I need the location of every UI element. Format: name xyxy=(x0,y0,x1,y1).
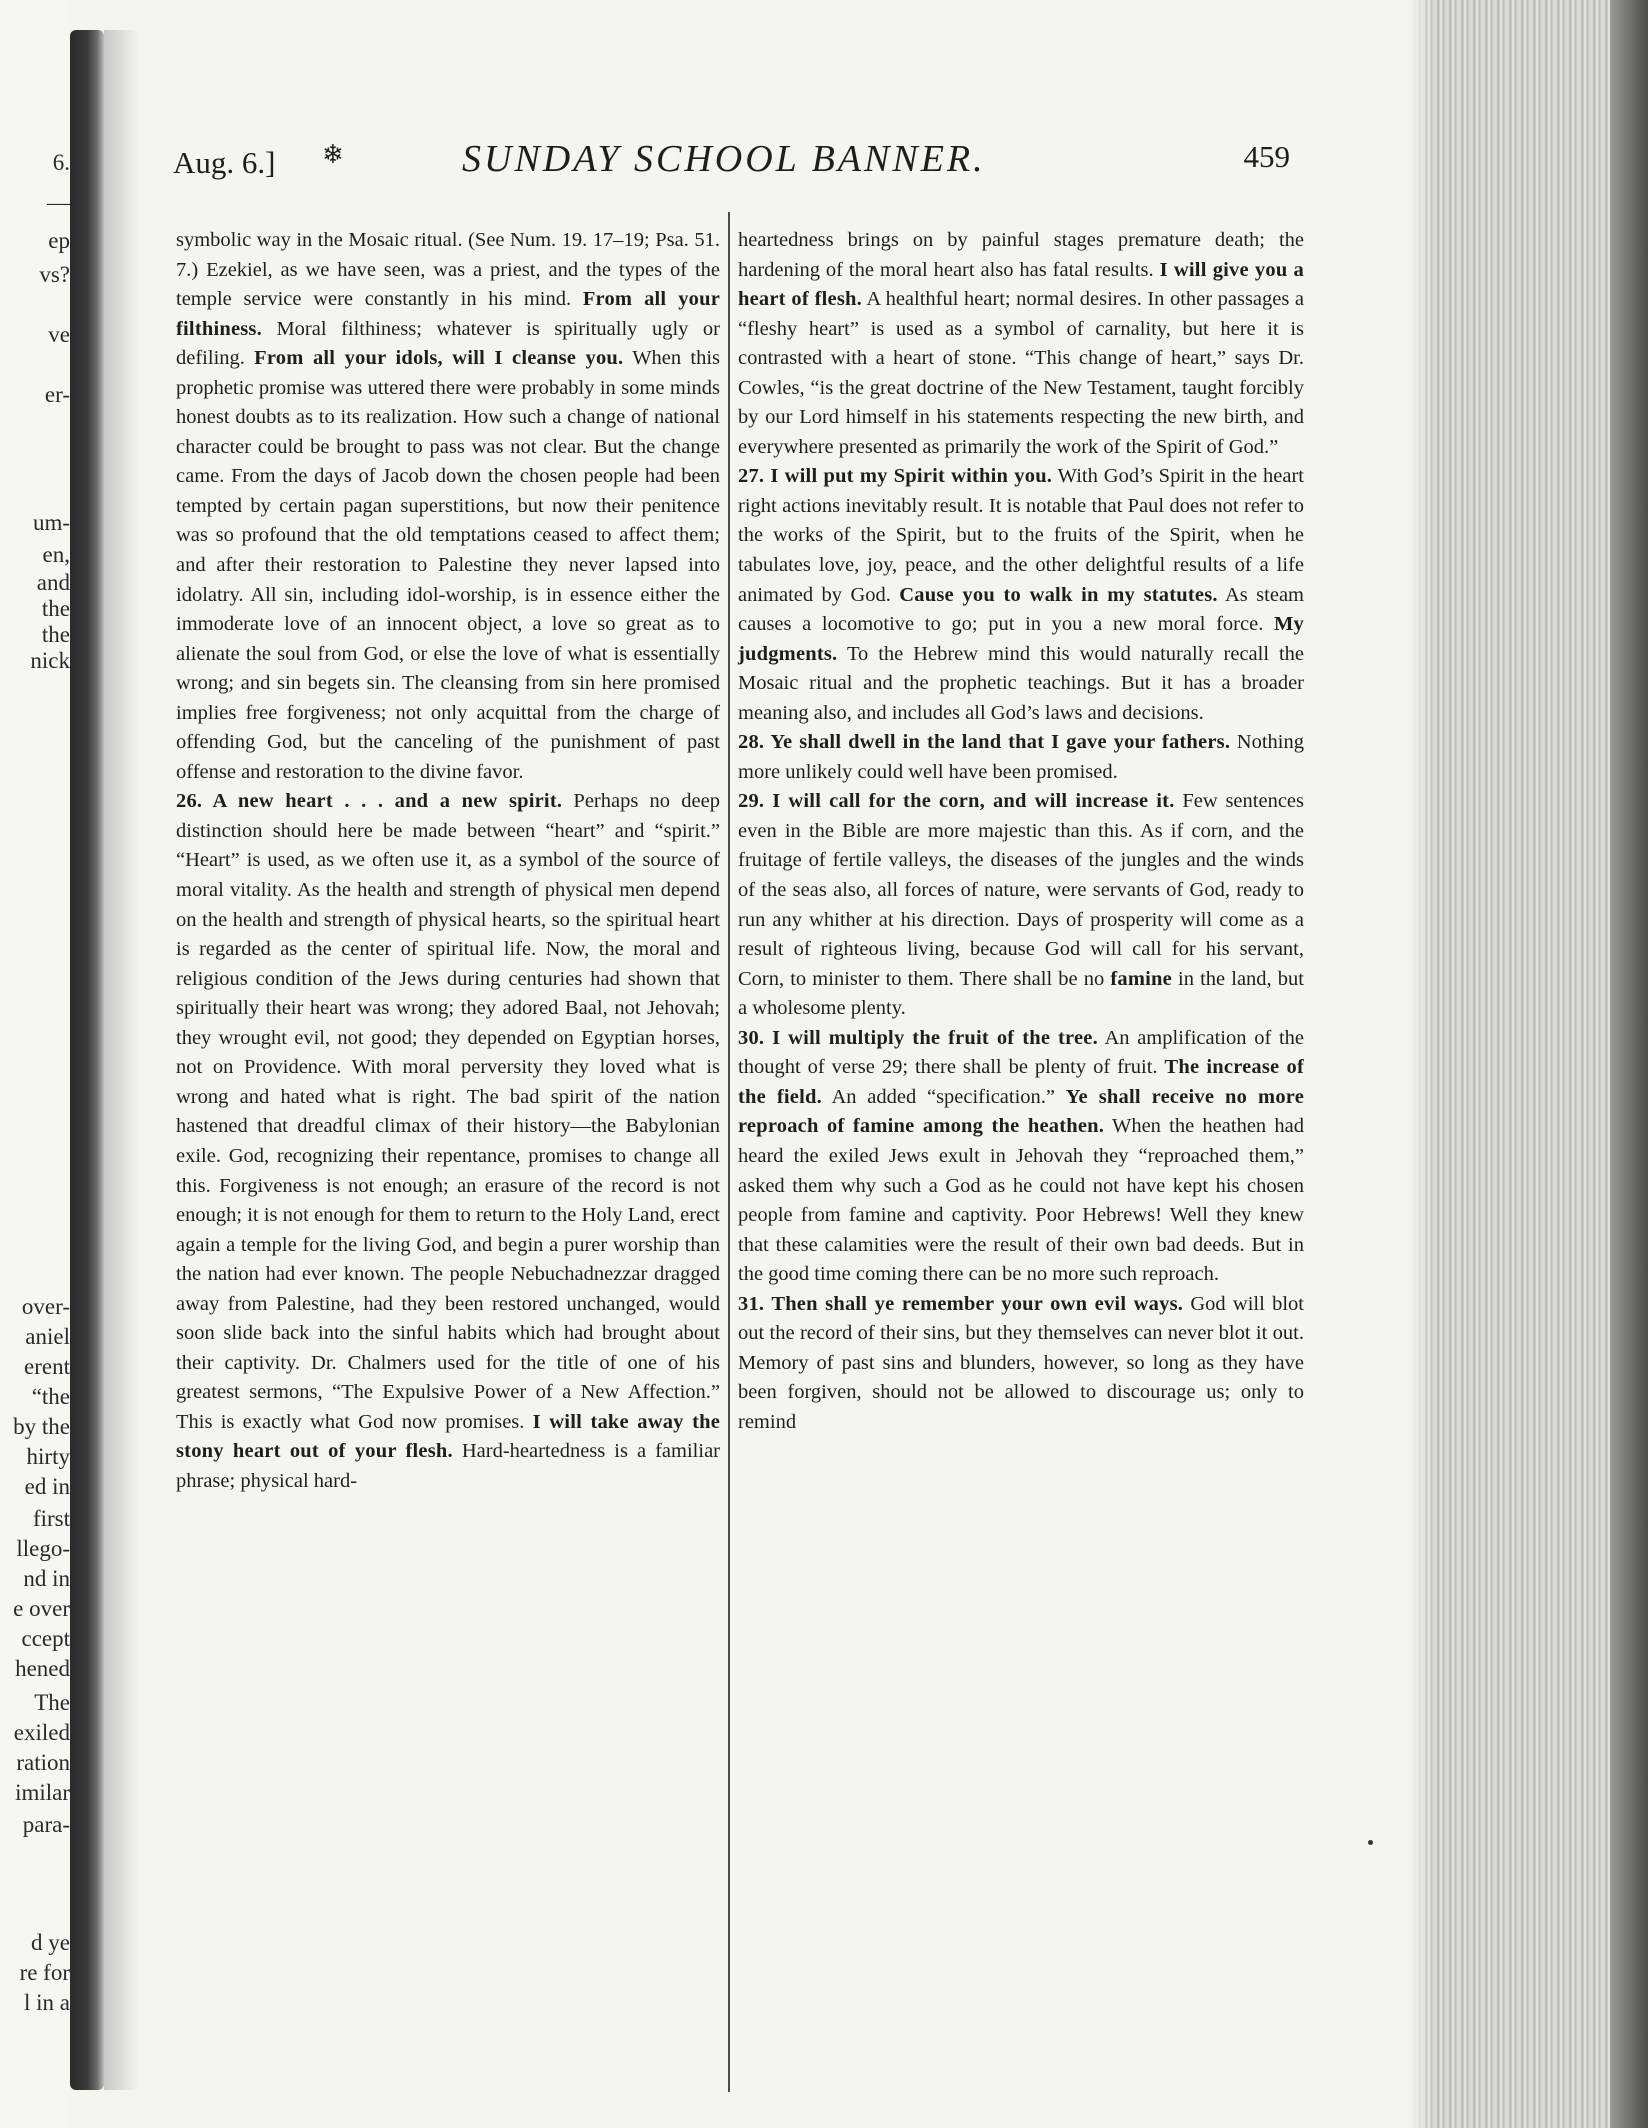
facing-page-text-fragment: nick xyxy=(30,648,70,673)
facing-page-text-fragment: re for xyxy=(19,1960,70,1985)
facing-page-text-fragment: hened xyxy=(15,1656,70,1681)
facing-page-text-fragment: imilar xyxy=(15,1780,70,1805)
facing-page-text-fragment: e over xyxy=(13,1596,70,1621)
facing-page-text-fragment: para- xyxy=(22,1812,70,1837)
page xyxy=(170,130,1320,2090)
verse-heading: 31. Then shall ye remember your own evil ways. xyxy=(738,1292,1184,1315)
body-text: Nothing more unlikely could well have been promised. xyxy=(738,731,1304,783)
verse-heading: 28. Ye shall dwell in the land that I gave your fathers. xyxy=(738,731,1231,754)
body-text: Hard-heartedness is a familiar phrase; physical hard- xyxy=(176,1440,720,1492)
facing-page-text-fragment: en, xyxy=(42,542,70,567)
body-text: heartedness brings on by painful stages premature death; the hardening of the moral heart also has fatal results. xyxy=(738,229,1304,281)
body-text: Few sentences even in the Bible are more majestic than this. As if corn, and the fruitage of fertile valleys, the diseases of the jungles and the winds of the seas also, all forces of nature, were servants of God, ready to run any whither at his direction. Days of prosperity will come as a result of righteous living, because God will call for his servant, Corn, to minister to them. There shall be no xyxy=(738,790,1304,990)
ink-speck xyxy=(1368,1840,1373,1845)
facing-page-text-fragment: ration xyxy=(16,1750,70,1775)
paragraph xyxy=(738,462,1304,728)
facing-page-text-fragment: the xyxy=(41,596,70,621)
facing-page-text-fragment: erent xyxy=(24,1354,70,1379)
paragraph xyxy=(738,1024,1304,1290)
facing-page-text-fragment: aniel xyxy=(25,1324,70,1349)
body-text: Moral filthiness; whatever is spiritually ugly or defiling. xyxy=(176,317,720,370)
facing-page-text-fragment: ed in xyxy=(24,1474,70,1499)
facing-page-text-fragment: ep xyxy=(48,228,70,253)
facing-page-text-fragment: ccept xyxy=(21,1626,70,1651)
body-text: An added “specification.” xyxy=(821,1085,1066,1108)
body-text: An amplification of the thought of verse 29; there shall be plenty of fruit. xyxy=(738,1026,1304,1079)
facing-page-text-fragment: “the xyxy=(31,1384,70,1409)
running-header xyxy=(170,130,1320,190)
verse-heading: Cause you to walk in my statutes. xyxy=(899,583,1218,606)
page-number: 459 xyxy=(1243,139,1290,174)
facing-page-text-fragment: first xyxy=(32,1506,70,1531)
facing-page-text-fragment: l in a xyxy=(24,1990,70,2015)
column-divider xyxy=(728,212,730,2092)
facing-page-fragment xyxy=(0,0,70,2128)
facing-page-text-fragment: ve xyxy=(48,322,70,347)
body-text: God will blot out the record of their sins, but they themselves can never blot it out. Memory of past sins and blunders, however, so long as they have been forgiven, should not be allowed to discourage us; only to remind xyxy=(738,1292,1304,1433)
paragraph xyxy=(738,226,1304,462)
body-text: To the Hebrew mind this would naturally recall the Mosaic ritual and the prophetic teachings. But it has a broader meaning also, and includes all God’s laws and decisions. xyxy=(738,642,1304,724)
body-text: As steam causes a locomotive to go; put in you a new moral force. xyxy=(738,583,1304,636)
verse-heading: 29. I will call for the corn, and will increase it. xyxy=(738,790,1175,813)
facing-page-text-fragment: um- xyxy=(32,510,70,535)
page-edge-shadow xyxy=(1610,0,1648,2128)
facing-page-text-fragment: nd in xyxy=(23,1566,70,1591)
facing-page-text-fragment: er- xyxy=(44,382,70,407)
paragraph xyxy=(738,787,1304,1023)
facing-page-text-fragment: by the xyxy=(13,1414,70,1439)
paragraph xyxy=(738,1290,1304,1438)
facing-page-text-fragment: — xyxy=(47,190,70,215)
verse-heading: 30. I will multiply the fruit of the tree. xyxy=(738,1026,1098,1049)
facing-page-text-fragment: d ye xyxy=(31,1930,70,1955)
verse-heading: From all your filthiness. xyxy=(176,288,720,340)
verse-heading: I will take away the stony heart out of your flesh. xyxy=(176,1410,720,1463)
body-text: in the land, but a wholesome plenty. xyxy=(738,967,1304,1020)
verse-heading: I will give you a heart of flesh. xyxy=(738,258,1304,311)
body-text: symbolic way in the Mosaic ritual. (See Num. 19. 17–19; Psa. 51. 7.) Ezekiel, as we have seen, was a priest, and the types of the temple service were constantly in his mind. xyxy=(176,229,720,311)
facing-page-text-fragment: the xyxy=(41,622,70,647)
facing-page-text-fragment: llego- xyxy=(16,1536,70,1561)
left-column xyxy=(176,226,720,1497)
facing-page-text-fragment: exiled xyxy=(13,1720,70,1745)
body-text: With God’s Spirit in the heart right actions inevitably result. It is notable that Paul does not refer to the works of the Spirit, but to the fruits of the Spirit, when he tabulates love, joy, peace, and the other delightful results of a life animated by God. xyxy=(738,465,1304,606)
body-text: Perhaps no deep distinction should here be made between “heart” and “spirit.” “Heart” is used, as we often use it, as a symbol of the source of moral vitality. As the health and strength of physical men depend on the health and strength of physical hearts, so the spiritual heart is regarded as the center of spiritual life. Now, the moral and religious condition of the Jews during centuries had shown that spiritually their heart was wrong; they adored Baal, not Jehovah; they wrought evil, not good; they depended on Egyptian horses, not on Providence. With moral perversity they loved what is wrong and hated what is right. The bad spirit of the nation hastened that dreadful climax of their history—the Babylonian exile. God, recognizing their repentance, promises to change all this. Forgiveness is not enough; an erasure of the record is not enough; it is not enough for them to return to the Holy Land, erect again a temple for the living God, and begin a purer worship than the nation had ever known. The people Nebuchadnezzar dragged away from Palestine, had they been restored unchanged, would soon slide back into the sinful habits which had brought about their captivity. Dr. Chalmers used for the title of one of his greatest sermons, “The Expulsive Power of a New Affection.” This is exactly what God now promises. xyxy=(176,790,720,1433)
verse-heading: From all your idols, will I cleanse you. xyxy=(254,347,624,370)
header-title: SUNDAY SCHOOL BANNER. xyxy=(462,138,986,180)
body-text: A healthful heart; normal desires. In other passages a “fleshy heart” is used as a symbol of carnality, but here it is contrasted with a heart of stone. “This change of heart,” says Dr. Cowles, “is the great doctrine of the New Testament, taught forcibly by our Lord himself in his statements respecting the new birth, and everywhere presented as primarily the work of the Spirit of God.” xyxy=(738,288,1304,458)
facing-page-text-fragment: The xyxy=(34,1690,70,1715)
header-ornament: ❄ xyxy=(322,140,344,169)
paragraph xyxy=(176,226,720,787)
verse-heading: My judgments. xyxy=(738,613,1304,665)
header-date: Aug. 6.] xyxy=(173,145,276,180)
verse-heading: The increase of the field. xyxy=(738,1056,1304,1108)
facing-page-text-fragment: and xyxy=(36,570,70,595)
right-column xyxy=(738,226,1304,1437)
paragraph xyxy=(176,787,720,1496)
facing-page-text-fragment: 6. xyxy=(52,150,70,175)
verse-heading: famine xyxy=(1110,967,1172,990)
facing-page-text-fragment: over- xyxy=(21,1294,70,1319)
verse-heading: 26. A new heart . . . and a new spirit. xyxy=(176,790,563,813)
book-gutter-shadow xyxy=(70,30,104,2090)
verse-heading: 27. I will put my Spirit within you. xyxy=(738,465,1053,488)
facing-page-text-fragment: hirty xyxy=(26,1444,70,1469)
gutter-fade xyxy=(104,30,140,2090)
facing-page-text-fragment: vs? xyxy=(39,262,70,287)
verse-heading: Ye shall receive no more reproach of famine among the heathen. xyxy=(738,1085,1304,1138)
body-text: When the heathen had heard the exiled Jews exult in Jehovah they “reproached them,” asked them why such a God as he could not have kept his chosen people from famine and captivity. Poor Hebrews! Well they knew that these calamities were the result of their own bad deeds. But in the good time coming there can be no more such reproach. xyxy=(738,1115,1304,1286)
body-text: When this prophetic promise was uttered there were probably in some minds honest doubts as to its realization. How such a change of national character could be brought to pass was not clear. But the change came. From the days of Jacob down the chosen people had been tempted by certain pagan superstitions, but now their penitence was so profound that the old temptations ceased to affect them; and after their restoration to Palestine they never lapsed into idolatry. All sin, including idol-worship, is in essence either the immoderate love of an innocent object, a love so great as to alienate the soul from God, or else the love of what is essentially wrong; and sin begets sin. The cleansing from sin here promised implies free forgiveness; not only acquittal from the charge of offending God, but the canceling of the punishment of past offense and restoration to the divine favor. xyxy=(176,347,721,783)
paragraph xyxy=(738,728,1304,787)
